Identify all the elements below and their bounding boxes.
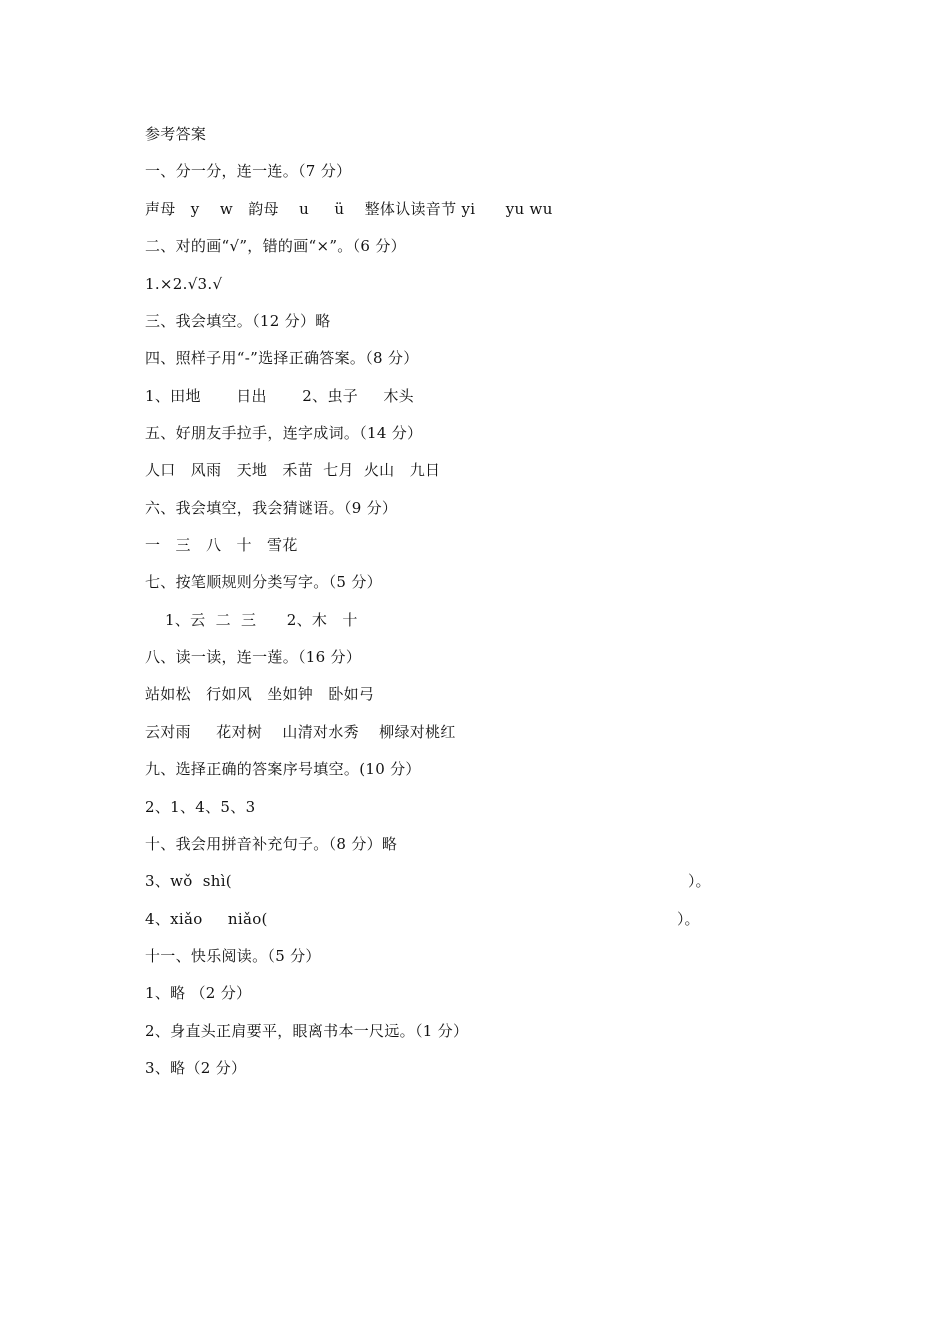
section-5-answer: 人口 风雨 天地 禾苗 七月 火山 九日 [145, 461, 441, 479]
section-9-answer: 2、1、4、5、3 [145, 798, 256, 816]
section-6-heading: 六、我会填空，我会猜谜语。（9 分） [145, 499, 398, 517]
section-8-answer-1: 站如松 行如风 坐如钟 卧如弓 [145, 685, 375, 703]
section-2-answer: 1.×2.√3.√ [145, 275, 223, 293]
section-1-heading: 一、分一分，连一连。（7 分） [145, 162, 352, 180]
section-10-item-4: 4、xiǎo niǎo( [145, 910, 268, 928]
section-11-answer-3: 3、略（2 分） [145, 1059, 247, 1077]
section-7-heading: 七、按笔顺规则分类写字。（5 分） [145, 573, 382, 591]
section-11-answer-1: 1、略 （2 分） [145, 984, 252, 1002]
section-10-item-4-close: ）。 [677, 910, 700, 928]
section-3-heading: 三、我会填空。（12 分）略 [145, 312, 331, 330]
document-title: 参考答案 [145, 125, 207, 143]
section-11-heading: 十一、快乐阅读。（5 分） [145, 947, 321, 965]
section-11-answer-2: 2、身直头正肩要平，眼离书本一尺远。（1 分） [145, 1022, 469, 1040]
section-8-heading: 八、读一读，连一莲。（16 分） [145, 648, 362, 666]
section-2-heading: 二、对的画“√”，错的画“×”。（6 分） [145, 237, 406, 255]
section-1-answer: 声母 y w 韵母 u ü 整体认读音节 yi yu wu [145, 200, 553, 218]
section-10-item-3-close: ）。 [688, 872, 711, 890]
section-8-answer-2: 云对雨 花对树 山清对水秀 柳绿对桃红 [145, 723, 456, 741]
section-9-heading: 九、选择正确的答案序号填空。(10 分） [145, 760, 421, 778]
section-5-heading: 五、好朋友手拉手，连字成词。（14 分） [145, 424, 423, 442]
section-10-heading: 十、我会用拼音补充句子。（8 分）略 [145, 835, 398, 853]
section-7-answer: 1、云 二 三 2、木 十 [165, 611, 358, 629]
section-4-answer: 1、田地 日出 2、虫子 木头 [145, 387, 414, 405]
section-10-item-3: 3、wǒ shì( [145, 872, 232, 890]
section-4-heading: 四、照样子用“-”选择正确答案。（8 分） [145, 349, 419, 367]
section-6-answer: 一 三 八 十 雪花 [145, 536, 298, 554]
